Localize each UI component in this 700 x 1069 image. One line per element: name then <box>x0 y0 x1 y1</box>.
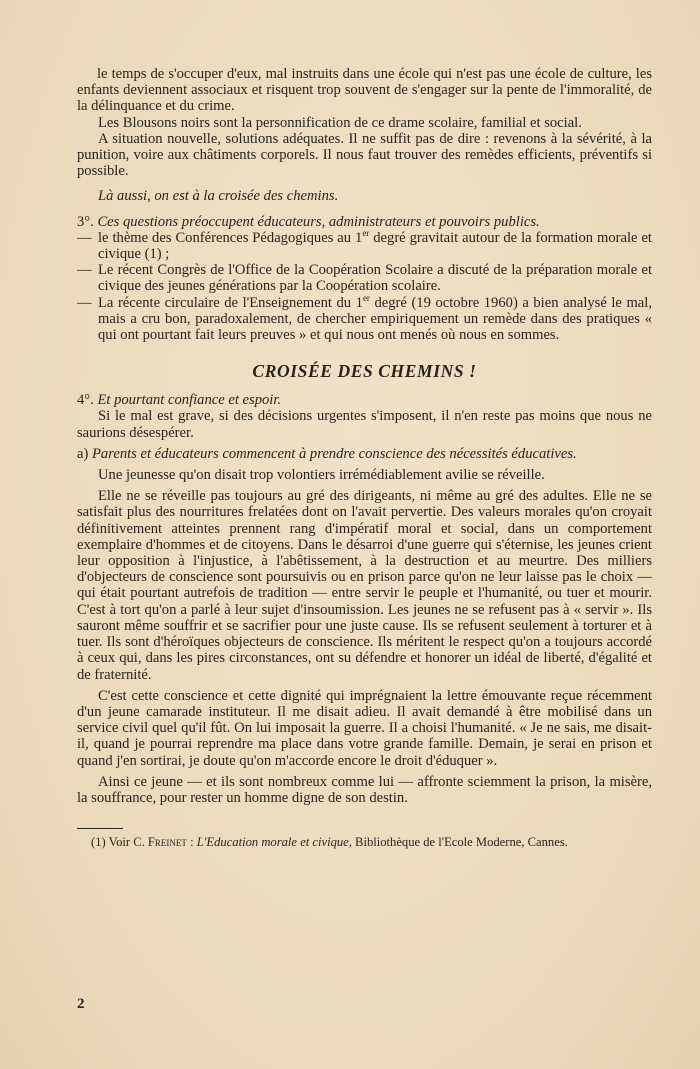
section-3-title: Ces questions préoccupent éducateurs, administrateurs et pouvoirs publics. <box>97 213 540 230</box>
footnote-divider <box>77 828 123 829</box>
subsection-a-label: a) <box>77 445 89 462</box>
paragraph-3: A situation nouvelle, solutions adéquates. Il ne suffit pas de dire : revenons à la sévérité, à la punition, voire aux châtiments corporels. Il nous faut trouver des remèdes efficients, préventifs si possible. <box>77 130 652 180</box>
subsection-a-heading <box>77 446 652 462</box>
footnote-title: L'Education morale et civique, <box>196 835 352 850</box>
paragraph-6: Une jeunesse qu'on disait trop volontiers irrémédiablement avilie se réveille. <box>98 467 545 484</box>
paragraph-2: Les Blousons noirs sont la personnification de ce drame scolaire, familial et social. <box>98 114 582 131</box>
paragraph-4: Là aussi, on est à la croisée des chemins. <box>98 188 339 205</box>
dash-item-2: — Le récent Congrès de l'Office de la Coopération Scolaire a discuté de la préparation morale et civique des jeunes générations par la Coopération scolaire. <box>77 262 652 295</box>
paragraph-8: C'est cette conscience et cette dignité qui imprégnaient la lettre émouvante reçue récemment d'un jeune camarade instituteur. Il me disait adieu. Il avait demandé à être mobilisé dans un service civil quel qu'il fût. On lui imposait la guerre. Il a choisi l'humanité. « Je ne sais, me disait-il, quand je pourrai reprendre ma place dans votre grande famille. Demain, je serai en prison et quand j'en sortirai, je doute qu'on m'accorde encore le droit d'éduquer ». <box>77 687 652 769</box>
footnote: (1) Voir C. Freinet : L'Education morale et civique, Bibliothèque de l'Ecole Moderne, Cannes. <box>91 835 568 850</box>
section-3-number: 3°. <box>77 213 94 230</box>
paragraph-9: Ainsi ce jeune — et ils sont nombreux comme lui — affronte sciemment la prison, la misère, la souffrance, pour rester un homme digne de son destin. <box>77 773 652 806</box>
footnote-author: Freinet <box>147 835 187 850</box>
paragraph-1: le temps de s'occuper d'eux, mal instruits dans une école qui n'est pas une école de culture, les enfants deviennent associaux et risquent trop souvent de s'engager sur la pente de l'immoralité, de la délinquance et du crime. <box>77 66 652 115</box>
paragraph-7: Elle ne se réveille pas toujours au gré des dirigeants, ni même au gré des adultes. Elle ne se satisfait plus des nourritures frelatées dont on l'avait pervertie. Des valeurs morales qu'on croyait définitivement atteintes prennent rang d'impératif moral et social, dans un comportement exemplaire d'hommes et de citoyens. Dans le désarroi d'une guerre qui s'éternise, les jeunes crient leur opposition à l'injustice, à l'abêtissement, à la destruction et au meurtre. Des milliers d'objecteurs de conscience sont poursuivis ou en prison parce qu'on ne leur laisse pas le choix — qui était pourtant autrefois de tradition — entre servir le peuple et l'humanité, ou tuer et mourir. C'est à tort qu'on a parlé à leur sujet d'insoumission. Les jeunes ne se refusent pas à « servir ». Ils sauront même souffrir et se sacrifier pour une juste cause. Ils se refusent seulement à torturer et à tuer. Ils sont d'héroïques objecteurs de conscience. Ils méritent le respect qu'on a toujours accordé à ceux qui, dans les pires circonstances, ont su défendre et honorer un idéal de liberté, d'égalité et de fraternité. <box>77 488 652 683</box>
section-4-number: 4°. <box>77 392 94 409</box>
dash-marker: — <box>77 262 92 279</box>
subsection-a-title: Parents et éducateurs commencent à prendre conscience des nécessités éducatives. <box>92 445 577 462</box>
section-4-heading <box>77 392 652 408</box>
dash-item-1: — le thème des Conférences Pédagogiques au 1er degré gravitait autour de la formation morale et civique (1) ; <box>77 227 652 263</box>
dash-item-3: — La récente circulaire de l'Enseignement du 1er degré (19 octobre 1960) a bien analysé le mal, mais a cru bon, paradoxalement, de chercher empiriquement un remède dans des pratiques « qui ont pourtant fait leurs preuves » et qui nous ont menés où nous en sommes. <box>77 292 652 344</box>
section-heading: CROISÉE DES CHEMINS ! <box>252 361 477 382</box>
page-number: 2 <box>77 996 85 1012</box>
paragraph-5: Si le mal est grave, si des décisions urgentes s'imposent, il n'en reste pas moins que nous ne saurions désespérer. <box>77 408 652 441</box>
dash-marker: — <box>77 229 92 246</box>
dash-marker: — <box>77 294 92 311</box>
section-4-title: Et pourtant confiance et espoir. <box>97 392 282 409</box>
